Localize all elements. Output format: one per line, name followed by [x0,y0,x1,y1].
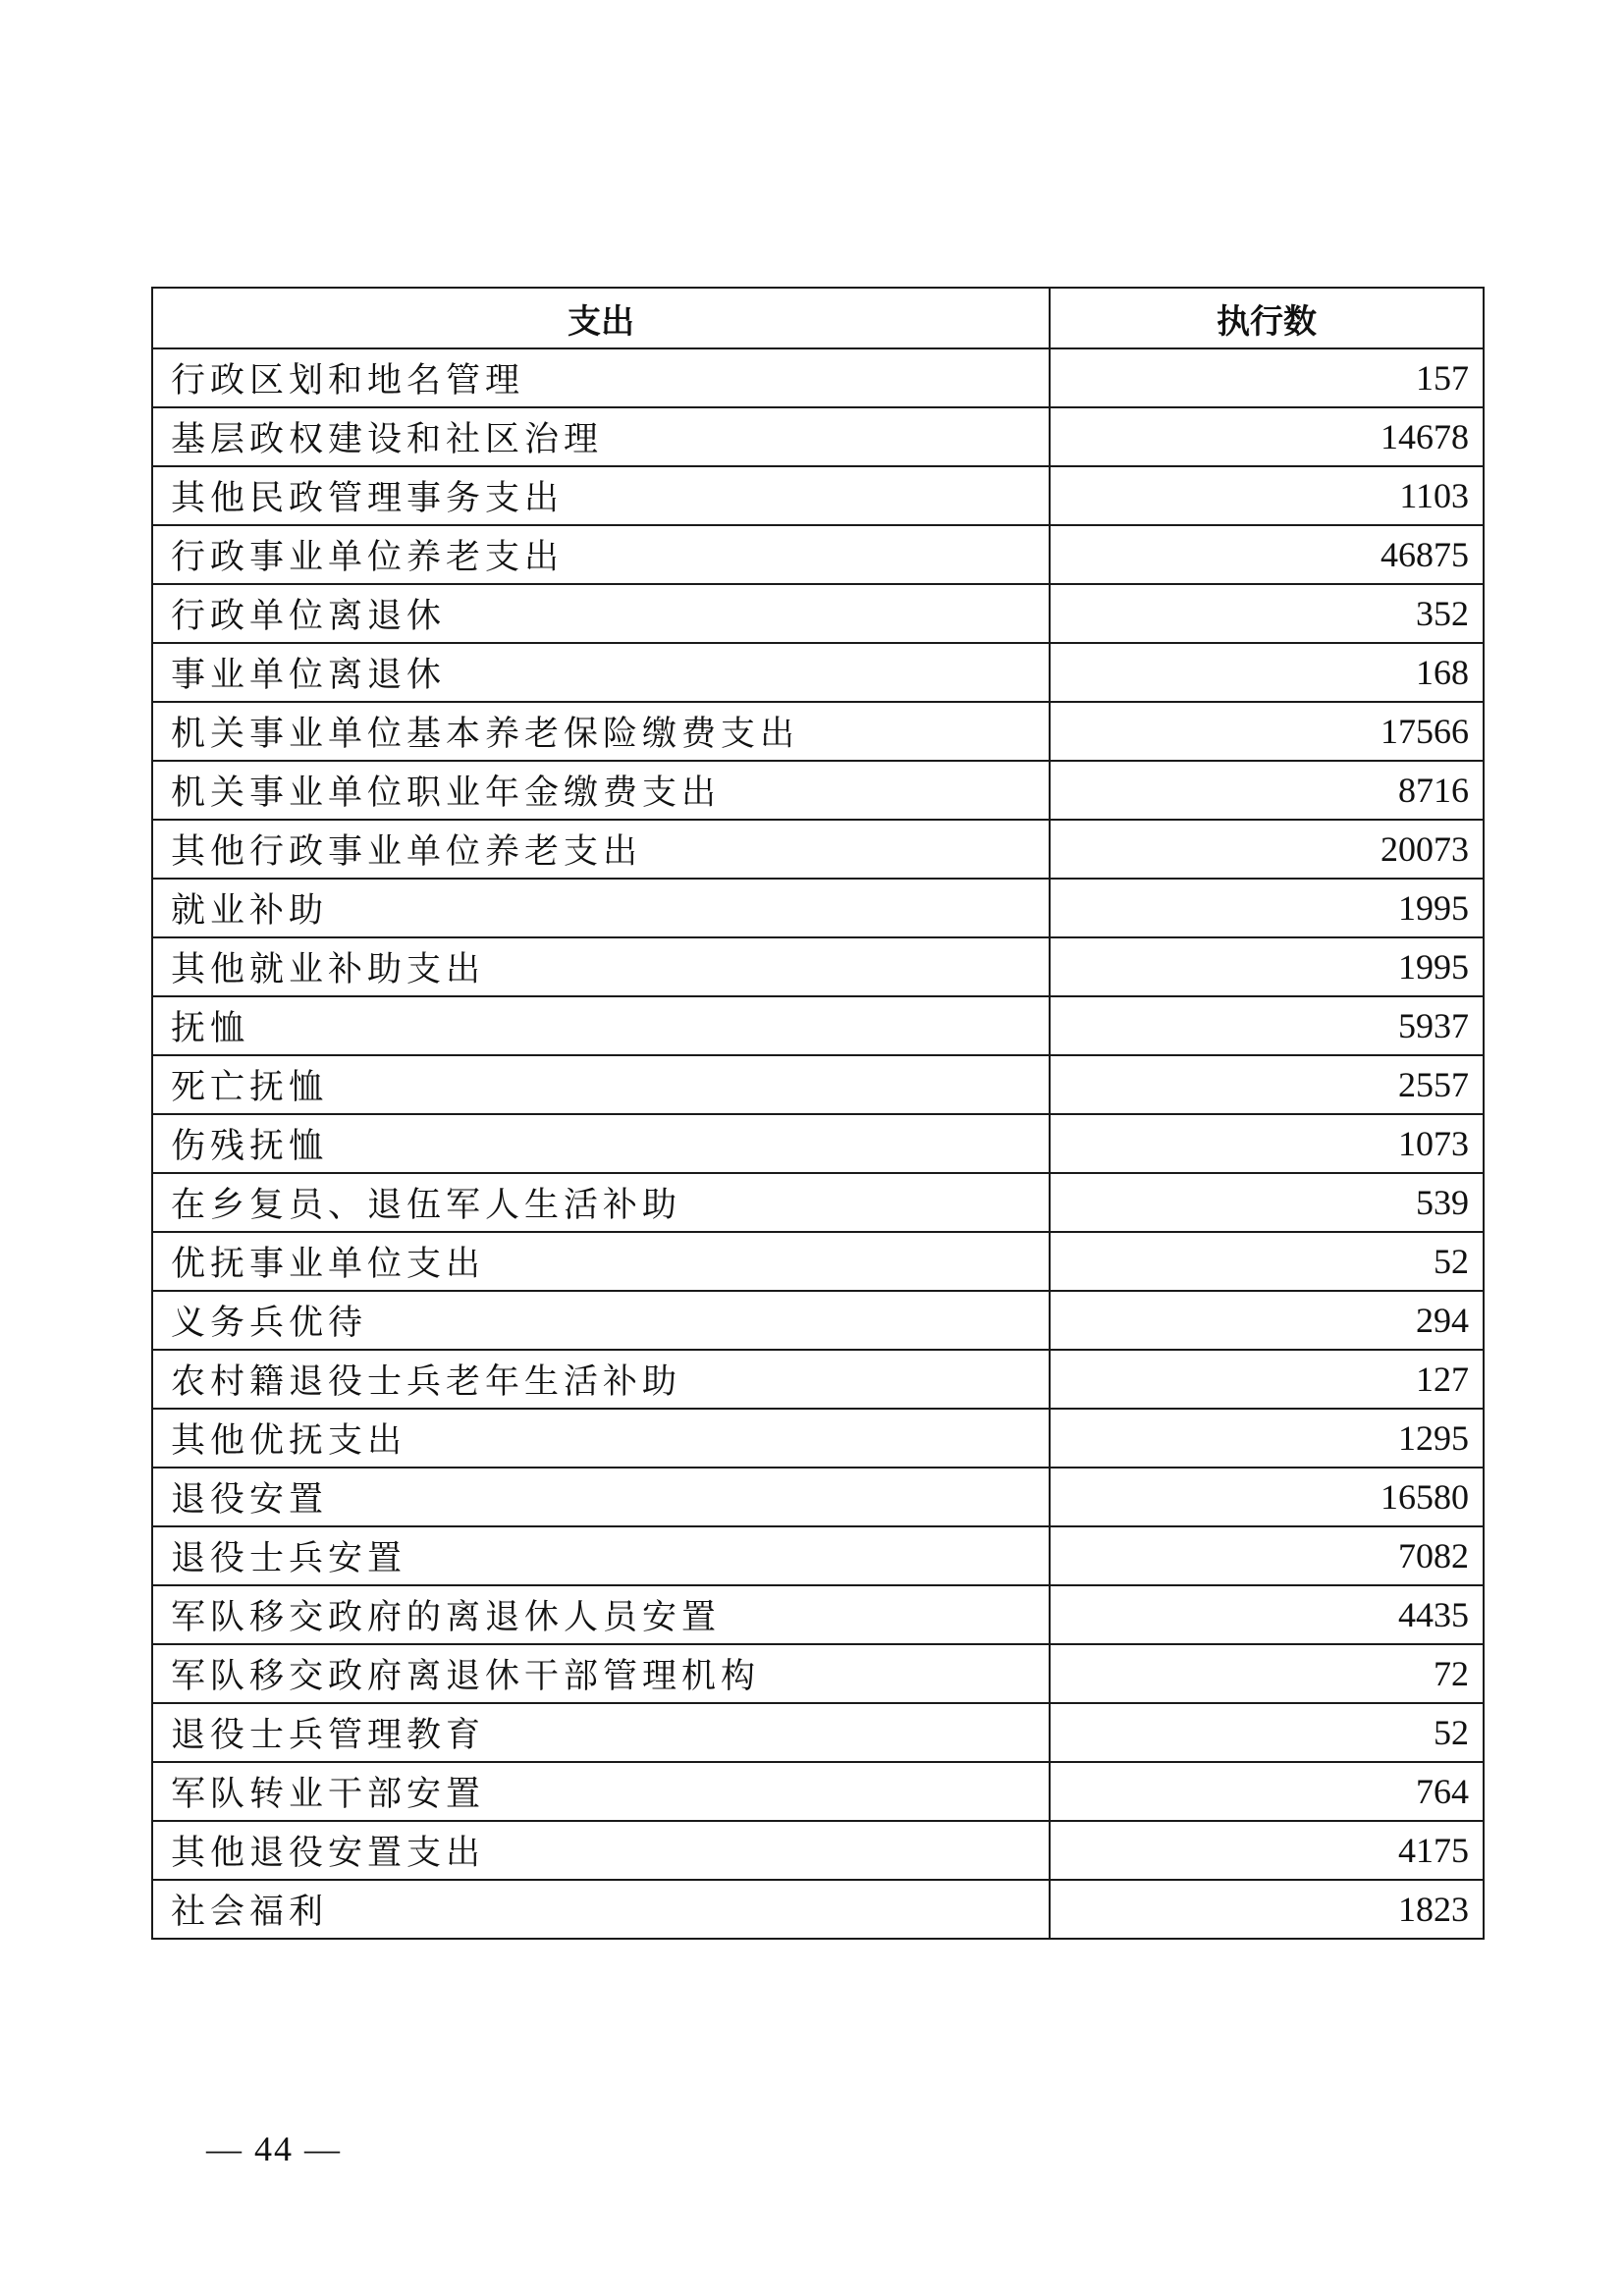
executed-amount-value: 1295 [1050,1409,1484,1468]
expenditure-item-name: 行政区划和地名管理 [152,348,1050,407]
executed-amount-value: 16580 [1050,1468,1484,1526]
table-row [152,1526,1484,1585]
table-row [152,1409,1484,1468]
executed-amount-value: 4435 [1050,1585,1484,1644]
column-header-executed-amount: 执行数 [1050,288,1484,348]
expenditure-item-name: 机关事业单位职业年金缴费支出 [152,761,1050,820]
executed-amount-value: 1073 [1050,1114,1484,1173]
expenditure-item-name: 其他就业补助支出 [152,937,1050,996]
expenditure-item-name: 死亡抚恤 [152,1055,1050,1114]
expenditure-item-name: 社会福利 [152,1880,1050,1939]
executed-amount-value: 4175 [1050,1821,1484,1880]
table-row [152,1055,1484,1114]
expenditure-item-name: 其他行政事业单位养老支出 [152,820,1050,879]
table-row [152,525,1484,584]
table-row [152,702,1484,761]
expenditure-item-name: 在乡复员、退伍军人生活补助 [152,1173,1050,1232]
expenditure-table [151,287,1485,1940]
table-row [152,996,1484,1055]
table-row [152,348,1484,407]
table-row [152,1762,1484,1821]
expenditure-item-name: 军队移交政府离退休干部管理机构 [152,1644,1050,1703]
executed-amount-value: 1995 [1050,937,1484,996]
expenditure-item-name: 军队移交政府的离退休人员安置 [152,1585,1050,1644]
executed-amount-value: 7082 [1050,1526,1484,1585]
table-row [152,1291,1484,1350]
table-row [152,1644,1484,1703]
executed-amount-value: 46875 [1050,525,1484,584]
executed-amount-value: 8716 [1050,761,1484,820]
expenditure-item-name: 其他民政管理事务支出 [152,466,1050,525]
executed-amount-value: 17566 [1050,702,1484,761]
table-row [152,466,1484,525]
expenditure-item-name: 机关事业单位基本养老保险缴费支出 [152,702,1050,761]
table-row [152,1821,1484,1880]
table-row [152,1585,1484,1644]
table-row [152,643,1484,702]
executed-amount-value: 157 [1050,348,1484,407]
table-row [152,1173,1484,1232]
executed-amount-value: 2557 [1050,1055,1484,1114]
table-row [152,1350,1484,1409]
executed-amount-value: 5937 [1050,996,1484,1055]
table-row [152,1232,1484,1291]
expenditure-item-name: 退役士兵管理教育 [152,1703,1050,1762]
column-header-expenditure: 支出 [152,288,1050,348]
expenditure-item-name: 退役安置 [152,1468,1050,1526]
executed-amount-value: 168 [1050,643,1484,702]
expenditure-item-name: 抚恤 [152,996,1050,1055]
expenditure-item-name: 优抚事业单位支出 [152,1232,1050,1291]
expenditure-item-name: 其他优抚支出 [152,1409,1050,1468]
executed-amount-value: 14678 [1050,407,1484,466]
table-row [152,820,1484,879]
expenditure-item-name: 基层政权建设和社区治理 [152,407,1050,466]
executed-amount-value: 72 [1050,1644,1484,1703]
expenditure-item-name: 行政事业单位养老支出 [152,525,1050,584]
table-row [152,1880,1484,1939]
executed-amount-value: 1995 [1050,879,1484,937]
table-row [152,761,1484,820]
executed-amount-value: 764 [1050,1762,1484,1821]
executed-amount-value: 539 [1050,1173,1484,1232]
table-row [152,1114,1484,1173]
table-body [152,348,1484,1939]
expenditure-item-name: 退役士兵安置 [152,1526,1050,1585]
table-row [152,584,1484,643]
executed-amount-value: 52 [1050,1232,1484,1291]
executed-amount-value: 1823 [1050,1880,1484,1939]
expenditure-item-name: 就业补助 [152,879,1050,937]
expenditure-item-name: 农村籍退役士兵老年生活补助 [152,1350,1050,1409]
table-row [152,879,1484,937]
expenditure-item-name: 伤残抚恤 [152,1114,1050,1173]
table-header-row [152,288,1484,348]
expenditure-table-container [151,287,1483,1940]
page-number: — 44 — [206,2129,342,2168]
executed-amount-value: 294 [1050,1291,1484,1350]
executed-amount-value: 52 [1050,1703,1484,1762]
executed-amount-value: 127 [1050,1350,1484,1409]
executed-amount-value: 1103 [1050,466,1484,525]
table-row [152,407,1484,466]
executed-amount-value: 352 [1050,584,1484,643]
table-row [152,937,1484,996]
expenditure-item-name: 其他退役安置支出 [152,1821,1050,1880]
executed-amount-value: 20073 [1050,820,1484,879]
expenditure-item-name: 行政单位离退休 [152,584,1050,643]
table-row [152,1703,1484,1762]
table-row [152,1468,1484,1526]
expenditure-item-name: 事业单位离退休 [152,643,1050,702]
expenditure-item-name: 义务兵优待 [152,1291,1050,1350]
expenditure-item-name: 军队转业干部安置 [152,1762,1050,1821]
